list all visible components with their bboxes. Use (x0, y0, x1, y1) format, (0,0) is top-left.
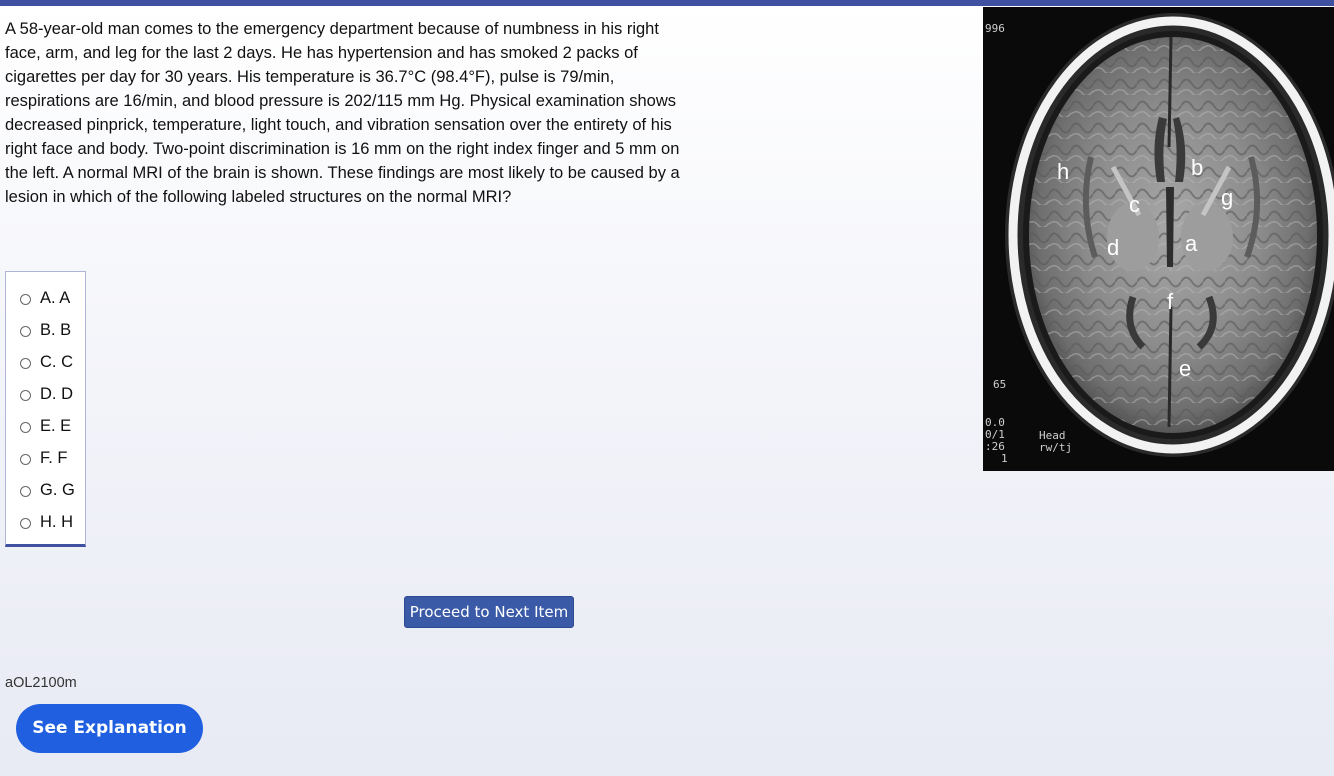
choice-label: B. B (40, 320, 72, 339)
answer-choices (5, 271, 86, 547)
mri-label-g: g (1221, 185, 1234, 210)
choice-d[interactable] (20, 382, 73, 406)
see-explanation-button[interactable]: See Explanation (16, 704, 203, 753)
choice-e[interactable] (20, 414, 71, 438)
choice-f[interactable] (20, 446, 68, 470)
choice-c[interactable] (20, 350, 73, 374)
radio-icon[interactable] (20, 486, 31, 497)
mri-label-d: d (1107, 235, 1120, 260)
radio-icon[interactable] (20, 326, 31, 337)
choice-label: E. E (40, 416, 72, 435)
mri-label-f: f (1167, 289, 1174, 314)
mri-label-a: a (1185, 231, 1198, 256)
mri-overlay-line3: :26 (985, 440, 1005, 453)
radio-icon[interactable] (20, 358, 31, 369)
interhemispheric-fissure-front (1169, 37, 1171, 147)
radio-icon[interactable] (20, 422, 31, 433)
mri-overlay-rw: rw/tj (1039, 441, 1073, 454)
choice-h[interactable] (20, 510, 73, 534)
choice-label: A. A (40, 288, 71, 307)
mri-image (983, 7, 1334, 471)
mri-brain-scan (983, 7, 1334, 471)
choice-label: D. D (40, 384, 73, 403)
choice-a[interactable] (20, 286, 70, 310)
item-id: aOL2100m (5, 675, 77, 691)
mri-overlay-line4: 1 (1001, 452, 1008, 465)
mri-overlay-head: Head (1039, 429, 1066, 442)
mri-label-h: h (1057, 159, 1070, 184)
radio-icon[interactable] (20, 390, 31, 401)
choice-label: F. F (40, 448, 68, 467)
mri-label-b: b (1191, 155, 1204, 180)
mri-label-c: c (1129, 192, 1140, 217)
mri-overlay-line2: 0/1 (985, 428, 1005, 441)
proceed-next-button[interactable]: Proceed to Next Item (404, 596, 574, 628)
third-ventricle (1166, 187, 1174, 267)
mri-overlay-mid: 65 (993, 378, 1007, 391)
top-accent-bar (0, 0, 1334, 6)
radio-icon[interactable] (20, 454, 31, 465)
radio-icon[interactable] (20, 294, 31, 305)
radio-icon[interactable] (20, 518, 31, 529)
question-stem: A 58-year-old man comes to the emergency department because of numbness in his right face, arm, and leg for the last 2 days. He has hypertension and has smoked 2 packs of cigarettes per day for 30 years. His temperature is 36.7°C (98.4°F), pulse is 79/min, respirations are 16/min, and blood pressure is 202/115 mm Hg. Physical examination shows decreased pinprick, temperature, light touch, and vibration sensation over the entirety of his right face and body. Two-point discrimination is 16 mm on the right index finger and 5 mm on the left. A normal MRI of the brain is shown. These findings are most likely to be caused by a lesion in which of the following labeled structures on the normal MRI? (5, 20, 680, 206)
interhemispheric-fissure-back (1169, 307, 1171, 427)
choice-label: G. G (40, 480, 75, 499)
choice-label: C. C (40, 352, 73, 371)
choice-g[interactable] (20, 478, 75, 502)
mri-overlay-line1: 0.0 (985, 416, 1005, 429)
choice-label: H. H (40, 512, 73, 531)
choice-b[interactable] (20, 318, 71, 342)
mri-overlay-top: 996 (985, 22, 1005, 35)
mri-label-e: e (1179, 356, 1192, 381)
